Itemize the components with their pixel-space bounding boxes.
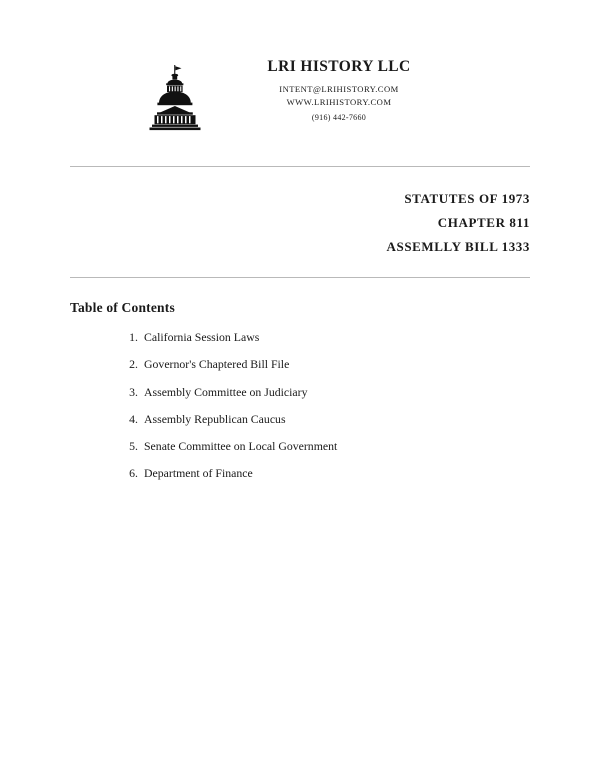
- statutes-year-line: STATUTES OF 1973: [404, 191, 530, 206]
- list-item[interactable]: [122, 412, 530, 427]
- toc-item-label: California Session Laws: [144, 330, 260, 345]
- company-email: INTENT@LRIHISTORY.COM: [279, 83, 399, 94]
- toc-item-label: Assembly Republican Caucus: [144, 411, 286, 426]
- capitol-dome-logo-icon: [140, 62, 212, 134]
- company-phone: (916) 442-7660: [311, 113, 367, 123]
- toc-item-label: Department of Finance: [144, 466, 253, 481]
- toc-list: [70, 330, 530, 481]
- toc-item-label: Assembly Committee on Judiciary: [144, 384, 308, 399]
- letterhead: [0, 0, 600, 134]
- masthead: [224, 58, 454, 122]
- company-name: LRI HISTORY LLC: [267, 58, 411, 75]
- toc-item-label: Senate Committee on Local Government: [144, 439, 338, 454]
- bill-line: ASSEMLLY BILL 1333: [386, 239, 530, 255]
- list-item[interactable]: [122, 466, 530, 481]
- list-item[interactable]: [122, 330, 530, 345]
- toc-heading: Table of Contents: [70, 300, 175, 316]
- company-website: WWW.LRIHISTORY.COM: [286, 96, 392, 107]
- chapter-line: CHAPTER 811: [437, 215, 530, 231]
- title-block: [70, 167, 530, 259]
- list-item[interactable]: [122, 357, 530, 372]
- table-of-contents: [70, 278, 530, 481]
- toc-item-label: Governor's Chaptered Bill File: [144, 357, 290, 372]
- list-item[interactable]: [122, 439, 530, 454]
- list-item[interactable]: [122, 385, 530, 400]
- logo-container: [130, 58, 222, 134]
